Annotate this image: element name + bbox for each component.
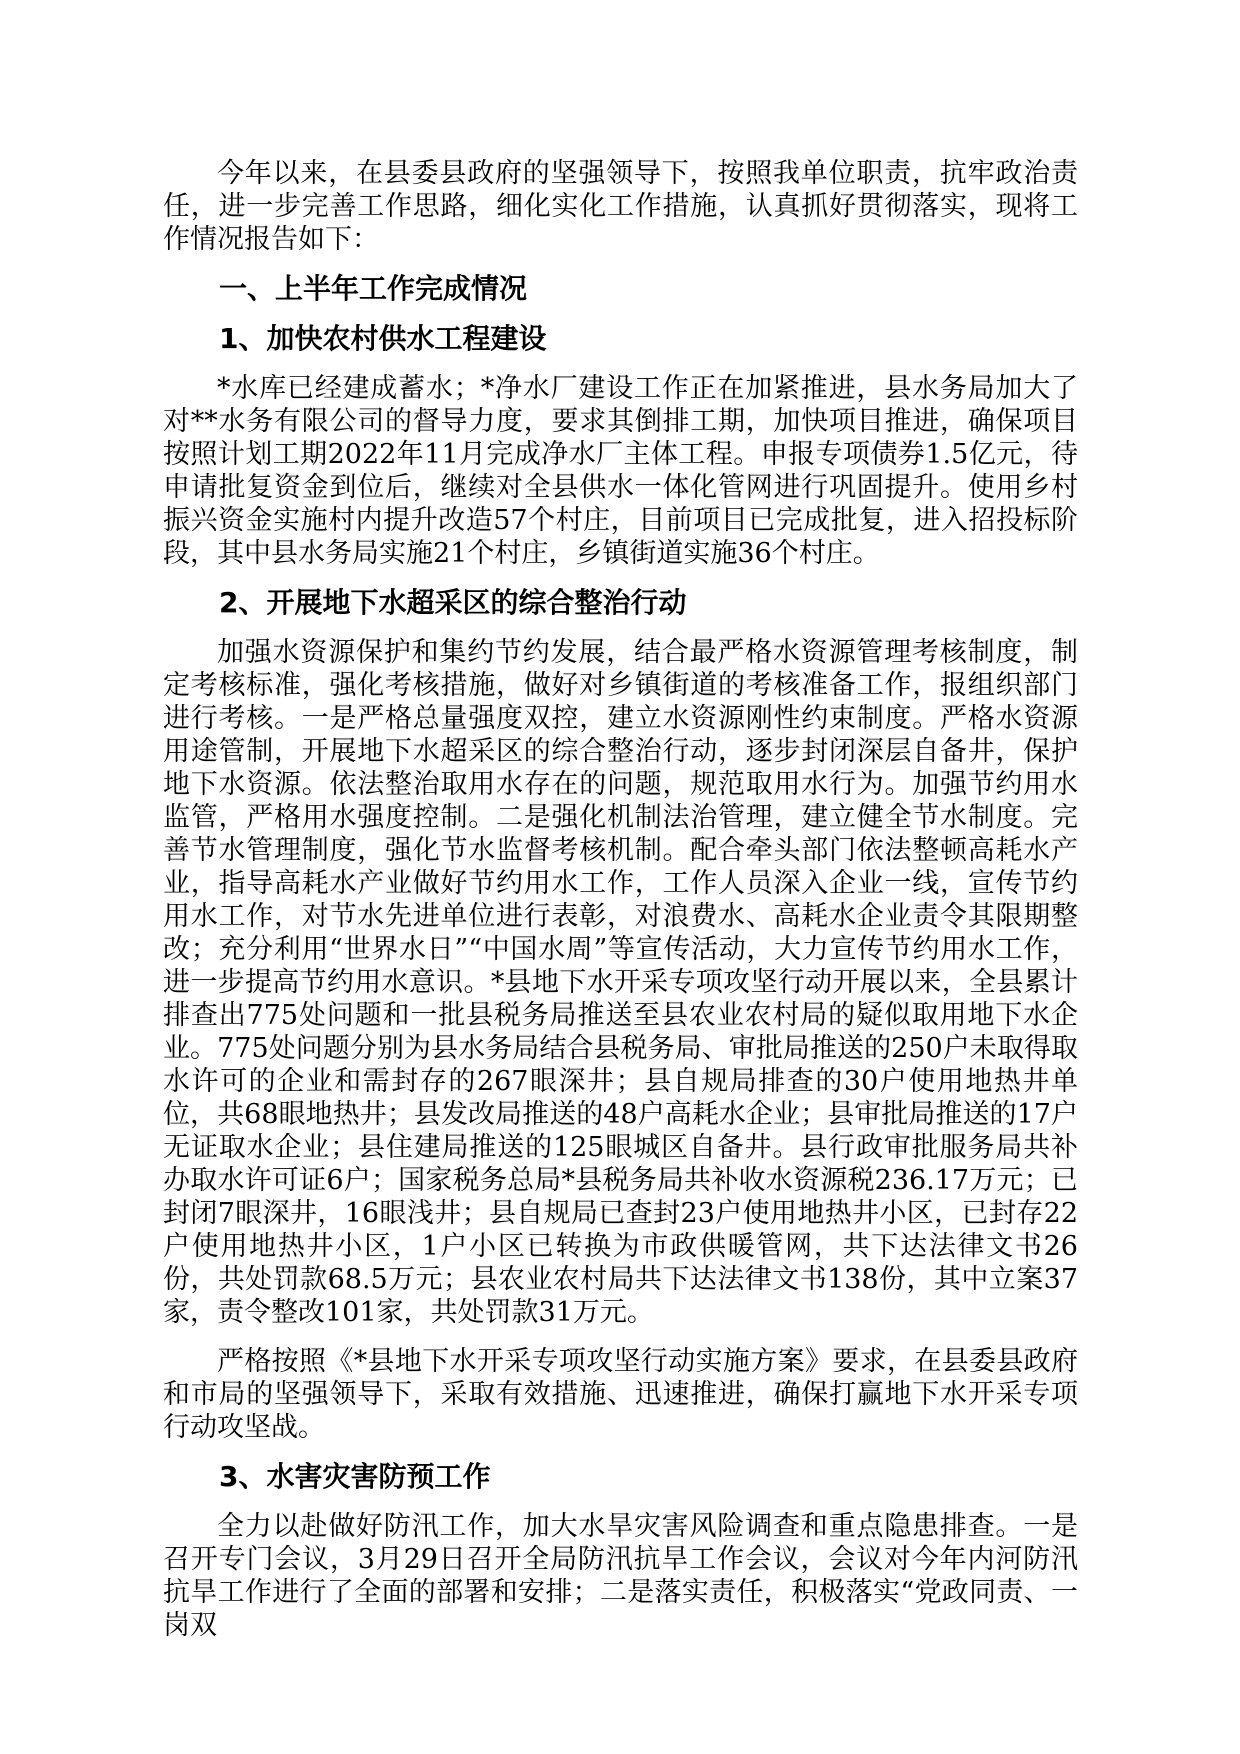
intro-paragraph: 今年以来，在县委县政府的坚强领导下，按照我单位职责，抗牢政治责任，进一步完善工作思路，细化实化工作措施，认真抓好贯彻落实，现将工作情况报告如下： <box>163 158 1078 255</box>
paragraph-flood-disaster-prevention: 全力以赴做好防汛工作，加大水旱灾害风险调查和重点隐患排查。一是召开专门会议，3月29日召开全局防汛抗旱工作会议，会议对今年内河防汛抗旱工作进行了全面的部署和安排；二是落实责任，积极落实“党政同责、一岗双 <box>163 1511 1078 1641</box>
paragraph-groundwater-overdraft: 加强水资源保护和集约节约发展，结合最严格水资源管理考核制度，制定考核标准，强化考核措施，做好对乡镇街道的考核准备工作，报组织部门进行考核。一是严格总量强度双控，建立水资源刚性约束制度。严格水资源用途管制，开展地下水超采区的综合整治行动，逐步封闭深层自备井，保护地下水资源。依法整治取用水存在的问题，规范取用水行为。加强节约用水监管，严格用水强度控制。二是强化机制法治管理，建立健全节水制度。完善节水管理制度，强化节水监督考核机制。配合牵头部门依法整顿高耗水产业，指导高耗水产业做好节约用水工作，工作人员深入企业一线，宣传节约用水工作，对节水先进单位进行表彰，对浪费水、高耗水企业责令其限期整改；充分利用“世界水日”“中国水周”等宣传活动，大力宣传节约用水工作，进一步提高节约用水意识。*县地下水开采专项攻坚行动开展以来，全县累计排查出775处问题和一批县税务局推送至县农业农村局的疑似取用地下水企业。775处问题分别为县水务局结合县税务局、审批局推送的250户未取得取水许可的企业和需封存的267眼深井；县自规局排查的30户使用地热井单位，共68眼地热井；县发改局推送的48户高耗水企业；县审批局推送的17户无证取水企业；县住建局推送的125眼城区自备井。县行政审批服务局共补办取水许可证6户；国家税务总局*县税务局共补收水资源税236.17万元；已封闭7眼深井，16眼浅井；县自规局已查封23户使用地热井小区，已封存22户使用地热井小区，1户小区已转换为市政供暖管网，共下达法律文书26份，共处罚款68.5万元；县农业农村局共下达法律文书138份，其中立案37家，责令整改101家，共处罚款31万元。 <box>163 637 1078 1328</box>
subsection-heading-flood-disaster-prevention: 3、水害灾害防预工作 <box>219 1460 491 1493</box>
paragraph-rural-water-supply: *水库已经建成蓄水；*净水厂建设工作正在加紧推进，县水务局加大了对**水务有限公司的督导力度，要求其倒排工期，加快项目推进，确保项目按照计划工期2022年11月完成净水厂主体工程。申报专项债券1.5亿元，待申请批复资金到位后，继续对全县供水一体化管网进行巩固提升。使用乡村振兴资金实施村内提升改造57个村庄，目前项目已完成批复，进入招投标阶段，其中县水务局实施21个村庄，乡镇街道实施36个村庄。 <box>163 373 1078 569</box>
subsection-heading-rural-water-supply: 1、加快农村供水工程建设 <box>219 322 547 355</box>
subsection-heading-groundwater-overdraft: 2、开展地下水超采区的综合整治行动 <box>219 586 687 619</box>
section-heading-first-half-year: 一、上半年工作完成情况 <box>219 272 528 305</box>
paragraph-implementation-plan: 严格按照《*县地下水开采专项攻坚行动实施方案》要求，在县委县政府和市局的坚强领导下，采取有效措施、迅速推进，确保打赢地下水开采专项行动攻坚战。 <box>163 1346 1078 1443</box>
